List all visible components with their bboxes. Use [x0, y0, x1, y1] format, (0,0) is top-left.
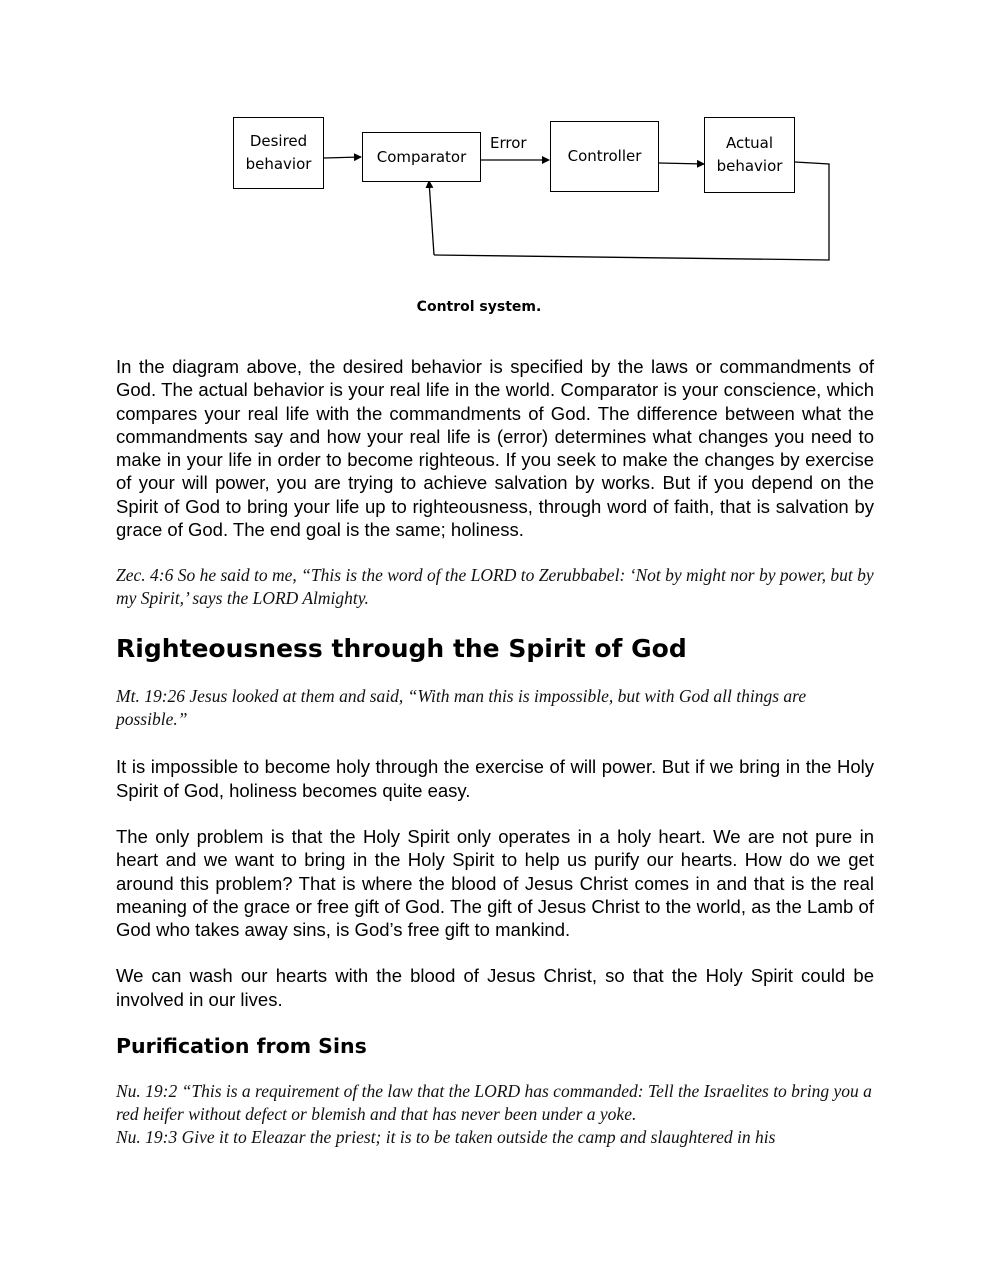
comparator-label: Comparator [376, 147, 467, 166]
verse-numbers-19-2: Nu. 19:2 “This is a requirement of the law that the LORD has commanded: Tell the Israelites to bring you a red heifer without defect or blemish and that has never been under a yoke. [116, 1081, 872, 1125]
desired-behavior-line1: Desired [249, 132, 308, 150]
paragraph-wash-hearts: We can wash our hearts with the blood of Jesus Christ, so that the Holy Spirit could be involved in our lives. [116, 965, 874, 1010]
actual-behavior-line1: Actual [726, 134, 773, 152]
heading-purification: Purification from Sins [116, 1034, 367, 1059]
control-system-diagram [0, 0, 990, 340]
feedback-arrow [429, 181, 434, 255]
desired-behavior-box [233, 117, 324, 189]
actual-behavior-line2: behavior [716, 157, 783, 175]
paragraph-will-power: It is impossible to become holy through the exercise of will power. But if we bring in the Holy Spirit of God, holiness becomes quite easy. [116, 756, 874, 801]
actual-behavior-box [704, 117, 795, 193]
controller-box [550, 121, 659, 192]
verse-zechariah: Zec. 4:6 So he said to me, “This is the word of the LORD to Zerubbabel: ‘Not by might nor by power, but by my Spirit,’ says the LORD Almighty. [116, 565, 874, 609]
paragraph-holy-heart: The only problem is that the Holy Spirit only operates in a holy heart. We are not pure in heart and we want to bring in the Holy Spirit to help us purify our hearts. How do we get around this problem? That is where the blood of Jesus Christ comes in and that is the real meaning of the grace or free gift of God. The gift of Jesus Christ to the world, as the Lamb of God who takes away sins, is God’s free gift to mankind. [116, 825, 874, 941]
comparator-box [362, 132, 481, 182]
document-body [116, 355, 874, 1149]
verse-numbers-19-3: Nu. 19:3 Give it to Eleazar the priest; it is to be taken outside the camp and slaughtered in his [116, 1127, 776, 1148]
diagram-caption: Control system. [416, 299, 542, 315]
verse-matthew: Mt. 19:26 Jesus looked at them and said, “With man this is impossible, but with God all things are possible.” [116, 686, 807, 730]
paragraph-diagram-explanation: In the diagram above, the desired behavior is specified by the laws or commandments of God. The actual behavior is your real life in the world. Comparator is your conscience, which compares your real life with the commandments of God. The difference between what the commandments say and how your real life is (error) determines what changes you need to make in your life in order to become righteous. If you seek to make the changes by exercise of your will power, you are trying to achieve salvation by works. But if you depend on the Spirit of God to bring your life up to righteousness, through word of faith, that is salvation by grace of God. The end goal is the same; holiness. [116, 356, 874, 541]
desired-behavior-line2: behavior [245, 155, 312, 173]
heading-righteousness: Righteousness through the Spirit of God [116, 634, 687, 664]
controller-label: Controller [567, 147, 642, 165]
arrow-controller-to-actual [659, 163, 704, 164]
error-label: Error [490, 134, 527, 152]
arrow-desired-to-comparator [324, 157, 361, 158]
diagram-connectors [0, 0, 990, 340]
